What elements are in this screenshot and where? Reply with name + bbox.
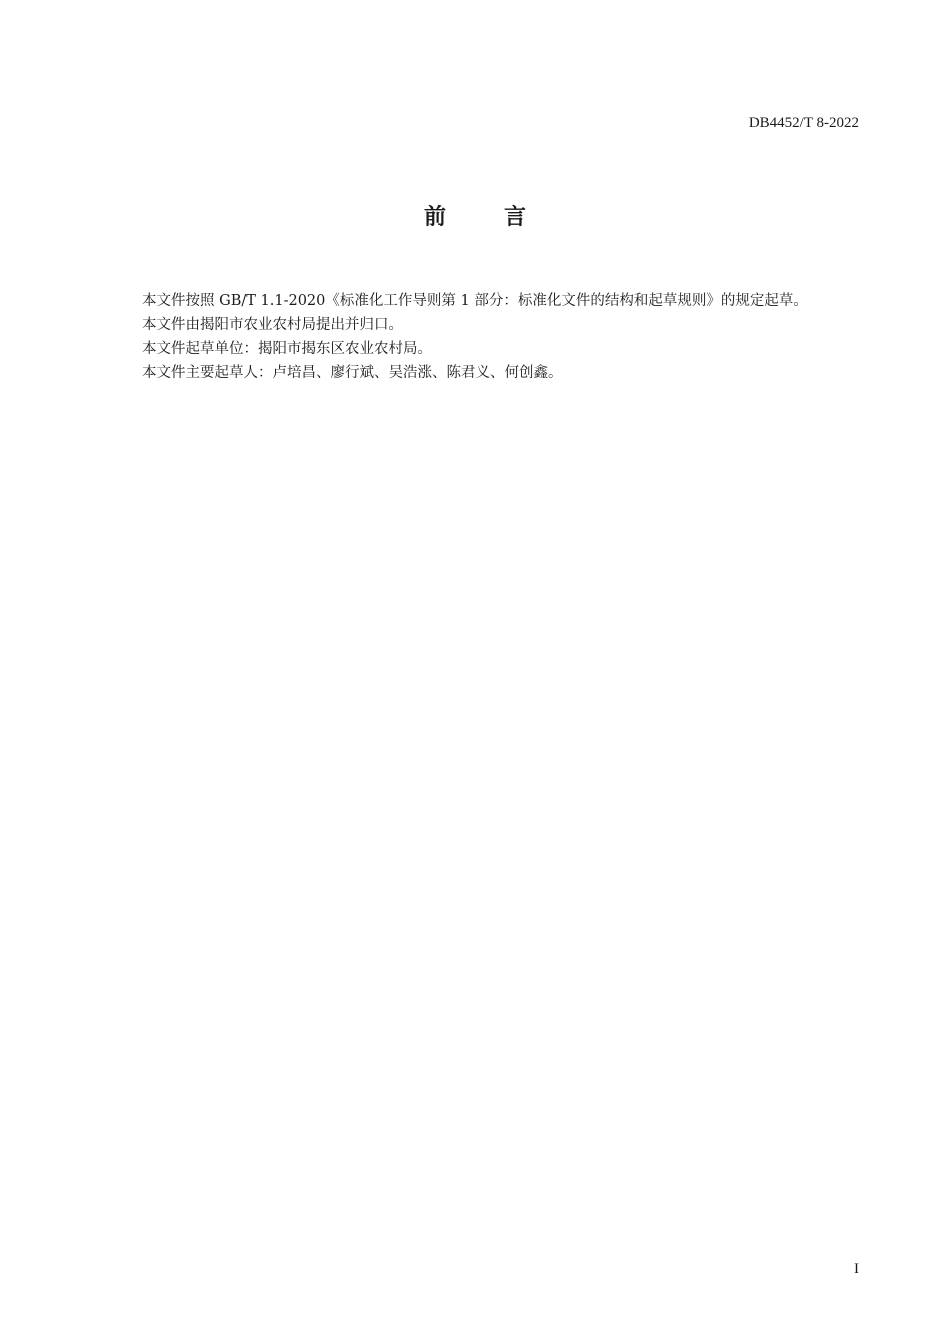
page-title: 前言 <box>423 205 584 230</box>
page-number: I <box>854 1261 859 1277</box>
document-body <box>113 289 860 385</box>
paragraph-drafting-basis: 本文件按照 GB/T 1.1-2020《标准化工作导则第 1 部分：标准化文件的结构和起草规则》的规定起草。 <box>142 293 808 309</box>
paragraph-drafters: 本文件主要起草人：卢培昌、廖行斌、吴浩涨、陈君义、何创鑫。 <box>142 365 563 381</box>
paragraph-drafting-unit: 本文件起草单位：揭阳市揭东区农业农村局。 <box>142 341 432 357</box>
paragraph-proposer: 本文件由揭阳市农业农村局提出并归口。 <box>142 317 403 333</box>
standard-code: DB4452/T 8-2022 <box>748 115 859 131</box>
